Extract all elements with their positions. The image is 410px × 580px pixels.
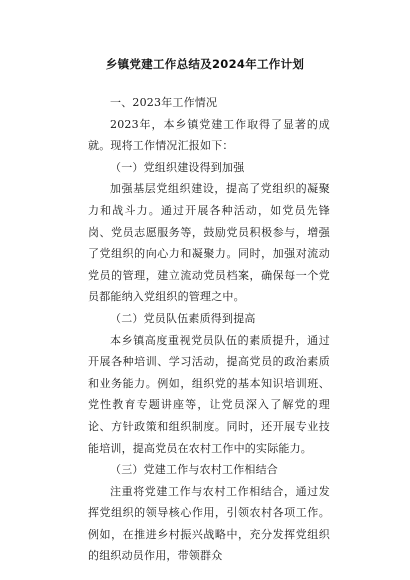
body-paragraph: 本乡镇高度重视党员队伍的素质提升，通过开展各种培训、学习活动，提高党员的政治素质和业务能力。例如，组织党的基本知识培训班、党性教育专题讲座等，让党员深入了解党的理论、方针政策和组织制度。同时，还开展专业技能培训，提高党员在农村工作中的实际能力。 — [88, 333, 330, 455]
document-body — [88, 92, 330, 567]
body-paragraph: 加强基层党组织建设，提高了党组织的凝聚力和战斗力。通过开展各种活动，如党员先锋岗、党员志愿服务等，鼓励党员积极参与，增强了党组织的向心力和凝聚力。同时，加强对流动党员的管理，建立流动党员档案，确保每一个党员都能纳入党组织的管理之中。 — [88, 182, 330, 304]
document-title: 乡镇党建工作总结及2024年工作计划 — [105, 57, 305, 71]
subsection-heading: （三）党建工作与农村工作相结合 — [110, 463, 278, 477]
body-paragraph: 2023年，本乡镇党建工作取得了显著的成就。现将工作情况汇报如下： — [88, 117, 330, 153]
subsection-heading: （二）党员队伍素质得到提高 — [110, 311, 256, 325]
subsection-heading: （一）党组织建设得到加强 — [110, 160, 245, 174]
body-paragraph: 注重将党建工作与农村工作相结合，通过发挥党组织的领导核心作用，引领农村各项工作。例如，在推进乡村振兴战略中，充分发挥党组织的组织动员作用，带领群众 — [88, 484, 330, 563]
section-heading: 一、2023年工作情况 — [110, 96, 218, 109]
